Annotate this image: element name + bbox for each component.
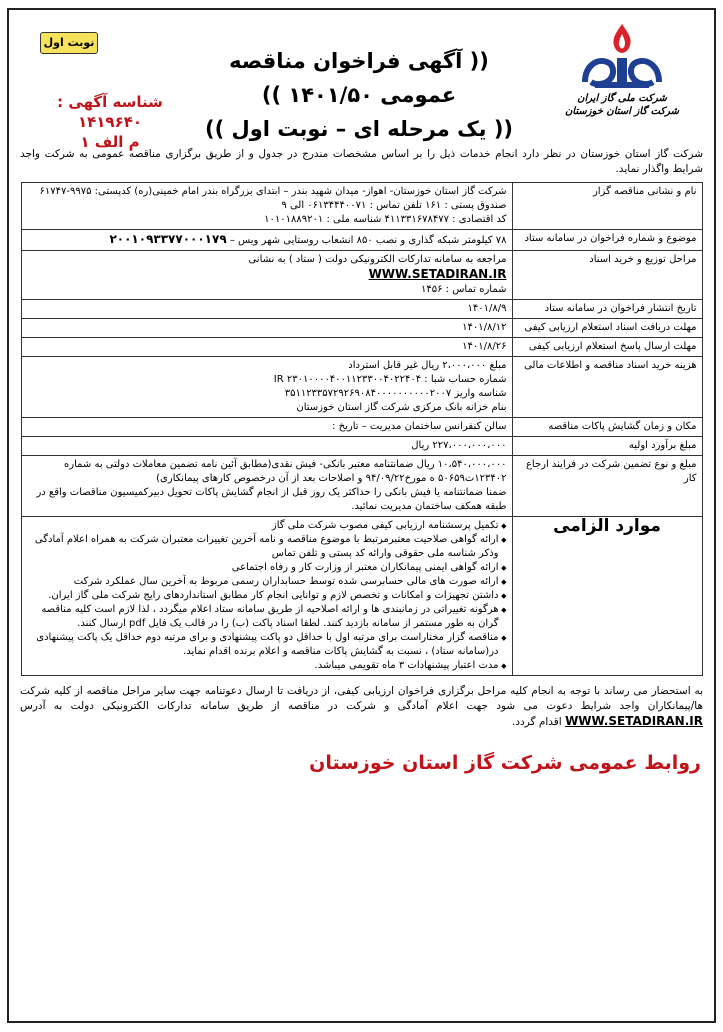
row-label: نام و نشانی مناقصه گزار <box>512 183 702 230</box>
outro-setad-link[interactable]: WWW.SETADIRAN.IR <box>565 714 703 728</box>
list-item: ◆ تکمیل پرسشنامه ارزیابی کیفی مصوب شرکت ملی گاز <box>27 519 507 533</box>
row-label: هزینه خرید اسناد مناقصه و اطلاعات مالی <box>512 357 702 418</box>
gas-flame-icon <box>577 20 667 92</box>
table-row <box>21 338 702 357</box>
receive-deadline: ۱۴۰۱/۸/۱۲ <box>21 319 512 338</box>
header <box>14 14 709 151</box>
setad-link[interactable]: WWW.SETADIRAN.IR <box>368 267 507 281</box>
outro-text: به استحضار می رساند با توجه به انجام کلیه مراحل برگزاری فراخوان ارزیابی کیفی، از دریافت تا ارسال دعوتنامه جهت سایر مراحل مناقصه از کلیه شرکت ها/پیمانکاران واجد شرایط دعوت می شود جهت اعلام آمادگی و شرکت در مناقصه از طریق سامانه تدارکات الکترونیکی دولت به آدرس <box>20 685 703 712</box>
row-label: موضوع و شماره فراخوان در سامانه ستاد <box>512 230 702 251</box>
address-line: شرکت گاز استان خوزستان- اهواز- میدان شهید بندر – ابتدای بزرگراه بندر امام خمینی(ره) کدپستی: ۹۹۷۵-۶۱۷۴۷ <box>39 186 507 197</box>
requirements-list <box>27 519 507 673</box>
postal-line: صندوق پستی : ۱۶۱ تلفن تماس : ۰۶۱۳۴۴۴۰۰۷۱ الی ۹ <box>281 200 507 211</box>
publish-date: ۱۴۰۱/۸/۹ <box>21 300 512 319</box>
table-row <box>21 517 702 676</box>
row-label: مراحل توزیع و خرید اسناد <box>512 251 702 300</box>
list-item: ◆ ارائه صورت های مالی حسابرسی شده توسط حسابداران رسمی مربوط به آخرین سال عملکرد شرکت <box>27 575 507 589</box>
tender-details-table <box>21 182 703 676</box>
opening-place: سالن کنفرانس ساختمان مدیریت – تاریخ : <box>21 418 512 437</box>
contact-number: شماره تماس : ۱۴۵۶ <box>421 284 507 295</box>
bank-line: بنام خزانه بانک مرکزی شرکت گاز استان خوزستان <box>296 402 507 413</box>
logo-line-2: شرکت گاز استان خوزستان <box>564 106 680 117</box>
row-label: مهلت دریافت اسناد استعلام ارزیابی کیفی <box>512 319 702 338</box>
distribution-text: مراجعه به سامانه تدارکات الکترونیکی دولت ( ستاد ) به نشانی <box>248 254 507 265</box>
announcement-title <box>194 44 524 146</box>
table-row <box>21 437 702 456</box>
guarantee-note: ضمنا ضمانتنامه یا فیش بانکی را حداکثر یک روز قبل از انجام گشایش پاکات تحویل دبیرکمیسیون مناقصات واقع در طبقه همکف ساختمان مدیریت نمائید. <box>36 487 507 512</box>
row-label: مبلغ و نوع تضمین شرکت در فرایند ارجاع کار <box>512 456 702 517</box>
table-row <box>21 418 702 437</box>
list-item: ◆ مدت اعتبار پیشنهادات ۳ ماه تقویمی میباشد. <box>27 659 507 673</box>
row-value <box>21 183 512 230</box>
ad-id-line-2: م الف ۱ <box>80 133 140 151</box>
economic-code-line: کد اقتصادی : ۴۱۱۳۳۱۶۷۸۴۷۷ شناسه ملی : ۱۰۱۰۱۸۸۹۲۰۱ <box>264 214 507 225</box>
row-value <box>21 251 512 300</box>
fee-line: مبلغ ۲،۰۰۰،۰۰۰ ریال غیر قابل استرداد <box>348 360 507 371</box>
list-item: ◆ داشتن تجهیزات و امکانات و تخصص لازم و توانایی انجام کار مطابق استانداردهای رایج شرکت ملی گاز ایران. <box>27 589 507 603</box>
response-deadline: ۱۴۰۱/۸/۲۶ <box>21 338 512 357</box>
outro-end: اقدام گردد. <box>512 716 562 728</box>
title-line-1: (( آگهی فراخوان مناقصه عمومی ۱۴۰۱/۵۰ )) <box>229 49 489 107</box>
table-row <box>21 300 702 319</box>
list-item: ◆ ارائه گواهی صلاحیت معتبرمرتبط با موضوع مناقصه و نامه آخرین تغییرات معتبران شرکت به همراه اعلام آمادگی وذکر شناسه ملی حقوقی وارائه کد پستی و تلفن تماس <box>27 533 507 561</box>
row-value <box>21 230 512 251</box>
list-item: ◆ هرگونه تغییراتی در زمانبندی ها و ارائه اصلاحیه از طریق سامانه ستاد اعلام میگردد ، لذا لازم است کلیه مناقصه گران به طور مستمر از سامانه بازدید کنند. لطفا اسناد پاکت (ب) را در قالب یک فایل pdf ارسال کنند. <box>27 603 507 631</box>
row-label: مبلغ برآورد اولیه <box>512 437 702 456</box>
company-logo <box>547 20 697 130</box>
row-value <box>21 357 512 418</box>
ad-id-line-1: شناسه آگهی : ۱۴۱۹۶۴۰ <box>57 93 163 131</box>
estimate-amount: ۲۲۷،۰۰۰،۰۰۰،۰۰۰ ریال <box>21 437 512 456</box>
public-relations-signature: روابط عمومی شرکت گاز استان خوزستان <box>309 752 701 774</box>
sheba-line: شماره حساب شبا : IR ۲۳۰۱۰۰۰۰۴۰۰۱۱۲۳۳۰۰۴۰۲۲۴۰۴ <box>273 374 507 385</box>
outro-paragraph <box>14 684 709 730</box>
guarantee-text: ۱۰،۵۴۰،۰۰۰،۰۰۰ ریال ضمانتنامه معتبر بانکی- فیش نقدی(مطابق آئین نامه تضمین معاملات دولتی به شماره ۱۲۳۴۰۲ت۵۰۶۵۹ ه مورخ۹۴/۰۹/۲۲ و اصلاحات بعد از آن درخصوص کارهای پیمانکاری) <box>64 459 507 484</box>
row-label: مهلت ارسال پاسخ استعلام ارزیابی کیفی <box>512 338 702 357</box>
row-label: تاریخ انتشار فراخوان در سامانه ستاد <box>512 300 702 319</box>
table-row <box>21 357 702 418</box>
tender-number: ۲۰۰۱۰۹۳۳۷۷۰۰۰۱۷۹ <box>109 232 227 246</box>
table-row <box>21 456 702 517</box>
list-item: ◆ ارائه گواهی ایمنی پیمانکاران معتبر از وزارت کار و رفاه اجتماعی <box>27 561 507 575</box>
list-item: ◆ مناقصه گزار مختاراست برای مرتبه اول با حداقل دو پاکت پیشنهادی و برای مرتبه دوم حداقل یک پاکت پیشنهادی در(سامانه ستاد) ، نسبت به گشایش پاکات مناقصه و اعلام برنده اقدام نماید. <box>27 631 507 659</box>
title-line-2: (( یک مرحله ای – نوبت اول )) <box>204 117 514 141</box>
deposit-id-line: شناسه واریز ۳۵۱۱۲۳۳۵۷۲۹۲۶۹۰۸۴۰۰۰۰۰۰۰۰۰۰۲۰۰۷ <box>284 388 507 399</box>
table-row <box>21 183 702 230</box>
row-label: مکان و زمان گشایش پاکات مناقصه <box>512 418 702 437</box>
round-badge: نوبت اول <box>40 32 98 54</box>
table-row <box>21 251 702 300</box>
row-value <box>21 456 512 517</box>
table-row <box>21 319 702 338</box>
subject-text: ۷۸ کیلومتر شبکه گذاری و نصب ۸۵۰ انشعاب روستایی شهر ویس – <box>229 235 507 246</box>
table-row <box>21 230 702 251</box>
requirements-label: موارد الزامی <box>512 517 702 676</box>
ad-identifier <box>30 92 190 152</box>
logo-line-1: شرکت ملی گاز ایران <box>577 93 667 104</box>
intro-paragraph: شرکت گاز استان خوزستان در نظر دارد انجام خدمات ذیل را بر اساس مشخصات مندرج در جدول و از طریق برگزاری مناقصه عمومی به شرکت واجد شرایط واگذار نماید. <box>20 148 703 175</box>
requirements-list-cell <box>21 517 512 676</box>
